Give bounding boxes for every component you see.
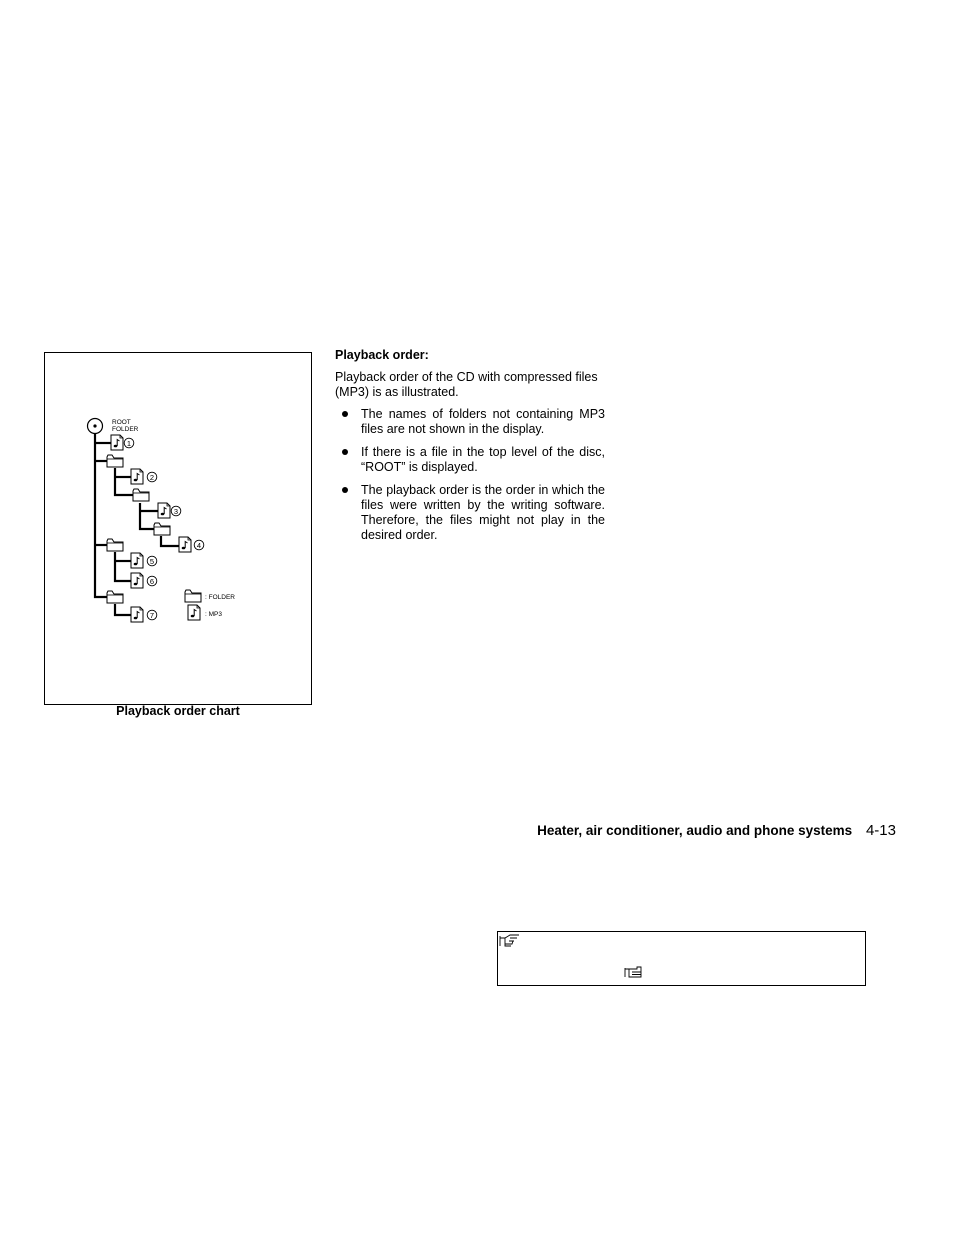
text-column (335, 348, 605, 551)
page-number: 4-13 (865, 822, 896, 839)
legend-folder-icon (185, 590, 201, 602)
pointing-hand-icon (499, 934, 521, 948)
pointing-hand-icon (624, 966, 644, 979)
folder-icon (154, 523, 170, 535)
folder-icon (107, 591, 123, 603)
music-file-icon (131, 469, 143, 484)
note-box (497, 931, 866, 986)
order-number: 7 (149, 611, 155, 620)
list-item: The names of folders not containing MP3 files are not shown in the display. (335, 407, 605, 437)
order-number: 2 (149, 473, 155, 482)
tree-diagram (45, 353, 313, 706)
folder-icon (133, 489, 149, 501)
order-number: 3 (173, 507, 179, 516)
order-number: 1 (126, 439, 132, 448)
order-number: 5 (149, 557, 155, 566)
music-file-icon (158, 503, 170, 518)
order-number: 6 (149, 577, 155, 586)
music-file-icon (131, 553, 143, 568)
root-label-2: FOLDER (112, 426, 139, 433)
music-file-icon (131, 607, 143, 622)
intro-paragraph: Playback order of the CD with compressed files (MP3) is as illustrated. (335, 370, 598, 399)
list-item: The playback order is the order in which the files were written by the writing software. Therefore, the files might not play in the desired order. (335, 483, 605, 543)
root-label-1: ROOT (112, 419, 131, 426)
legend-mp3-icon (188, 605, 200, 620)
folder-icon (107, 539, 123, 551)
section-heading: Playback order: (335, 348, 429, 362)
music-file-icon (179, 537, 191, 552)
figure-caption: Playback order chart (116, 704, 240, 718)
disc-icon (88, 419, 103, 434)
page-footer (537, 822, 896, 839)
list-item: If there is a file in the top level of the disc, “ROOT” is displayed. (335, 445, 605, 475)
music-file-icon (131, 573, 143, 588)
bullet-list (335, 407, 605, 543)
legend-folder-label: : FOLDER (205, 594, 235, 601)
footer-section-title: Heater, air conditioner, audio and phone systems (537, 823, 853, 838)
playback-order-chart (44, 352, 312, 705)
order-number: 4 (196, 541, 202, 550)
folder-icon (107, 455, 123, 467)
legend-mp3-label: : MP3 (205, 611, 222, 618)
music-file-icon (111, 435, 123, 450)
